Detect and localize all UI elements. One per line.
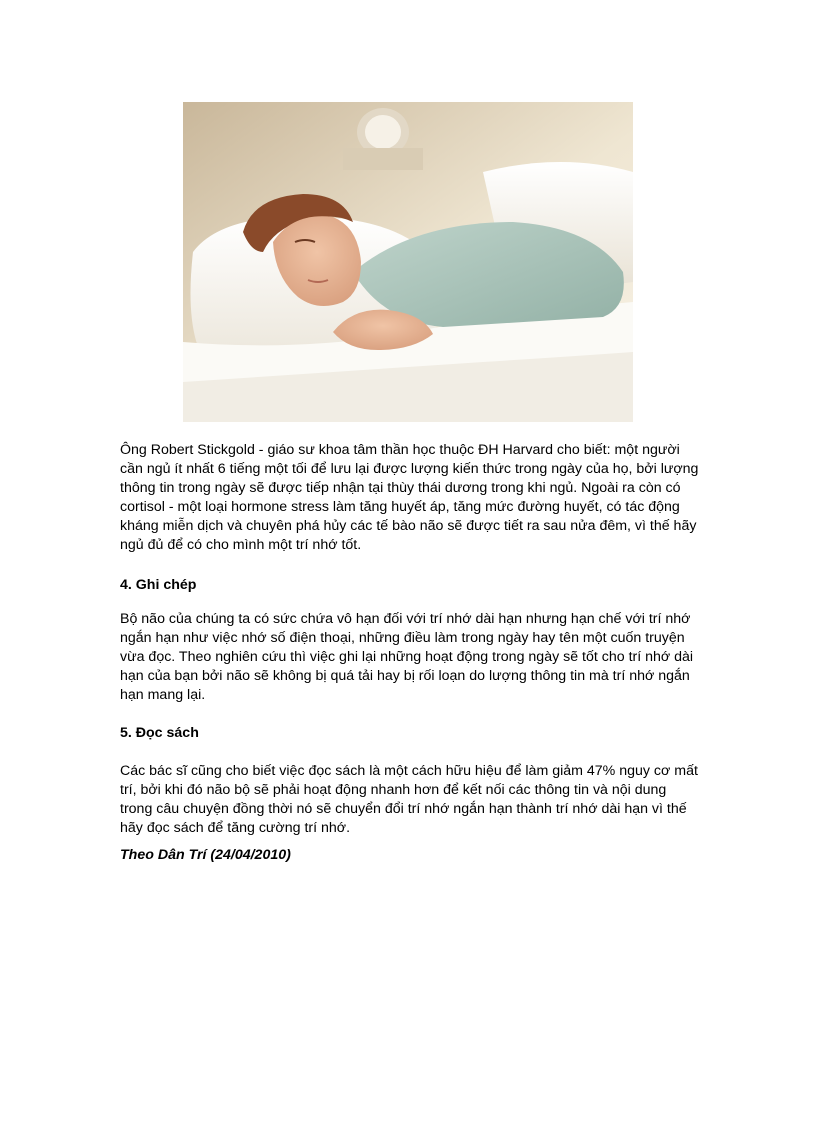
paragraph-sleep: Ông Robert Stickgold - giáo sư khoa tâm thần học thuộc ĐH Harvard cho biết: một người cần ngủ ít nhất 6 tiếng một tối để lưu lại được lượng kiến thức trong ngày của họ, bởi lượng thông tin trong ngày sẽ được tiếp nhận tại thùy thái dương trong khi ngủ. Ngoài ra còn có cortisol - một loại hormone stress làm tăng huyết áp, tăng mức đường huyết, có tác động kháng miễn dịch và chuyên phá hủy các tế bào não sẽ được tiết ra sau nửa đêm, vì thế hãy ngủ đủ để có cho mình một trí nhớ tốt. [120,442,699,553]
paragraph-note-taking: Bộ não của chúng ta có sức chứa vô hạn đối với trí nhớ dài hạn nhưng hạn chế với trí nhớ ngắn hạn như việc nhớ số điện thoại, những điều làm trong ngày hay tên một cuốn truyện vừa đọc. Theo nghiên cứu thì việc ghi lại những hoạt động trong ngày sẽ tốt cho trí nhớ dài hạn của bạn bởi não sẽ không bị quá tải hay bị rối loạn do lượng thông tin mà trí nhớ ngắn hạn mang lại. [120,611,694,703]
heading-reading: 5. Đọc sách [120,725,199,741]
source-credit: Theo Dân Trí (24/04/2010) [120,847,291,863]
sleeping-woman-photo [183,102,633,422]
heading-note-taking: 4. Ghi chép [120,577,197,593]
paragraph-reading: Các bác sĩ cũng cho biết việc đọc sách là một cách hữu hiệu để làm giảm 47% nguy cơ mất trí, bởi khi đó não bộ sẽ phải hoạt động nhanh hơn để kết nối các thông tin và nội dung trong câu chuyện đồng thời nó sẽ chuyển đổi trí nhớ ngắn hạn thành trí nhớ dài hạn vì thế hãy đọc sách để tăng cường trí nhớ. [120,763,698,836]
